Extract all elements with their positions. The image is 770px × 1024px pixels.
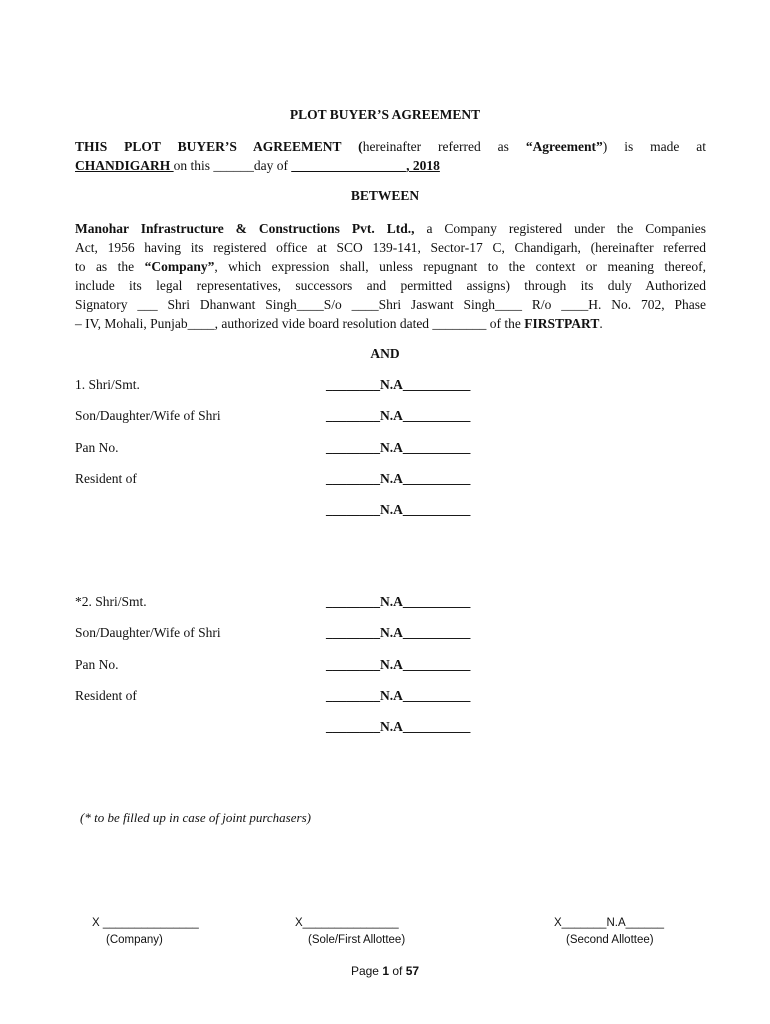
company-term: “Company” [144, 259, 215, 275]
page-total: 57 [405, 964, 420, 978]
purchaser-1-name-value: ________N.A__________ [326, 377, 471, 392]
signature-line-company: X _______________ [92, 917, 199, 929]
company-name: Manohar Infrastructure & Constructions Pvt. Ltd., [75, 221, 415, 236]
first-party-line-6 [75, 314, 706, 333]
intro-paren-text: hereinafter referred as [362, 139, 526, 154]
purchaser-2-address-value: ________N.A__________ [326, 719, 471, 734]
first-party-line-6a: – IV, Mohali, Punjab____, authorized vide board resolution dated ________ of the [75, 316, 525, 332]
page-prefix: Page [350, 964, 383, 978]
signature-caption-second-allottee: (Second Allottee) [566, 934, 654, 946]
page-current: 1 [382, 964, 389, 978]
first-party-line-3 [75, 257, 706, 276]
purchaser-1-pan-value: ________N.A__________ [326, 440, 471, 455]
first-party-line-1-rest: a Company registered under the Companies [414, 221, 706, 236]
first-party-line-2: Act, 1956 having its registered office at SCO 139-141, Sector-17 C, Chandigarh, (hereinafter referred [75, 240, 706, 256]
place-name: CHANDIGARH [75, 158, 174, 173]
and-heading: AND [370, 346, 400, 361]
intro-lead: THIS PLOT BUYER’S AGREEMENT ( [75, 139, 363, 154]
page-footer [0, 964, 770, 978]
intro-line-1 [75, 137, 706, 156]
document-title: PLOT BUYER’S AGREEMENT [289, 107, 481, 122]
date-blank: _________________, 2018 [291, 158, 440, 173]
page-sep: of [389, 964, 406, 978]
first-party-line-1 [75, 219, 706, 238]
purchaser-2-name-value: ________N.A__________ [326, 594, 471, 609]
purchaser-1-relation-value: ________N.A__________ [326, 408, 471, 423]
between-heading: BETWEEN [350, 188, 420, 203]
purchaser-1-address-value: ________N.A__________ [326, 502, 471, 517]
purchaser-2-pan-label: Pan No. [75, 657, 119, 672]
purchaser-1-pan-label: Pan No. [75, 440, 119, 455]
purchaser-1-relation-label: Son/Daughter/Wife of Shri [75, 408, 221, 423]
purchaser-2-name-label: *2. Shri/Smt. [75, 594, 147, 609]
purchaser-1-name-label: 1. Shri/Smt. [75, 377, 140, 392]
signature-line-second-allottee: X_______N.A______ [554, 917, 664, 929]
purchaser-2-pan-value: ________N.A__________ [326, 657, 471, 672]
signature-caption-company: (Company) [106, 934, 163, 946]
signature-caption-first-allottee: (Sole/First Allottee) [308, 934, 406, 946]
first-party-line-5: Signatory ___ Shri Dhanwant Singh____S/o ____Shri Jaswant Singh____ R/o ____H. No. 702, Phase [75, 297, 706, 313]
first-party-line-6-end: . [599, 316, 603, 332]
signature-line-first-allottee: X_______________ [295, 917, 399, 929]
purchaser-1-resident-value: ________N.A__________ [326, 471, 471, 486]
agreement-intro [75, 137, 706, 175]
first-party-line-3a: to as the [75, 259, 145, 275]
intro-on-this: on this ______day of [173, 158, 292, 173]
joint-purchaser-note: (* to be filled up in case of joint purchasers) [80, 810, 311, 825]
purchaser-2-relation-value: ________N.A__________ [326, 625, 471, 640]
purchaser-2-relation-label: Son/Daughter/Wife of Shri [75, 625, 221, 640]
first-party-line-3b: , which expression shall, unless repugnant to the context or meaning thereof, [214, 259, 706, 275]
intro-line-2 [75, 156, 706, 175]
purchaser-1-resident-label: Resident of [75, 471, 137, 486]
purchaser-2-resident-label: Resident of [75, 688, 137, 703]
purchaser-2-resident-value: ________N.A__________ [326, 688, 471, 703]
intro-tail: ) is made at [602, 139, 706, 154]
agreement-term: “Agreement” [525, 139, 603, 154]
first-party-paragraph [75, 219, 706, 334]
first-party-line-4: include its legal representatives, successors and permitted assigns) through its duly Authorized [75, 278, 706, 294]
first-part-term: FIRSTPART [524, 316, 600, 332]
